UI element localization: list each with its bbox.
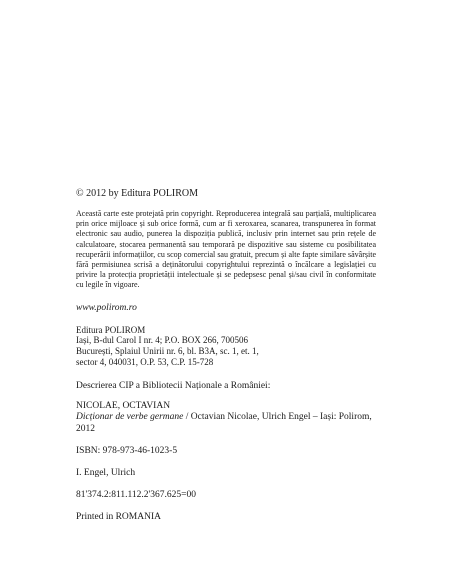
copyright-line: © 2012 by Editura POLIROM [76,188,199,199]
cip-heading: Descrierea CIP a Bibliotecii Naționale a României: [76,380,271,391]
publisher-name: Editura POLIROM [76,324,146,335]
copyright-page [76,188,376,533]
cip-classification: 81'374.2:811.112.2'367.625=00 [76,490,196,501]
cip-author: NICOLAE, OCTAVIAN [76,400,171,411]
isbn: ISBN: 978-973-46-1023-5 [76,446,178,457]
address-iasi: Iași, B-dul Carol I nr. 4; P.O. BOX 266, 700506 [76,335,248,346]
cip-book-details: / Octavian Nicolae, Ulrich Engel – Iași: Polirom, 2012 [76,412,372,434]
address-bucuresti-line2: sector 4, 040031, O.P. 53, C.P. 15-728 [76,357,214,368]
cip-coauthor: I. Engel, Ulrich [76,468,136,479]
cip-title-line [76,412,376,435]
publisher-website: www.polirom.ro [76,302,137,313]
cip-book-title: Dicționar de verbe germane [76,412,184,423]
cip-entry [76,401,376,436]
copyright-notice: Această carte este protejată prin copyright. Reproducerea integrală sau parțială, multiplicarea prin orice mijloace și sub orice formă, cum ar fi xeroxarea, scanarea, transpunerea în format electronic sau audio, punerea la dispoziția publică, inclusiv prin internet sau prin rețele de calculatoare, stocarea permanentă sau temporară pe dispozitive sau sisteme cu posibilitatea recuperării informațiilor, cu scop comercial sau gratuit, precum și alte fapte similare săvârșite fără permisiunea scrisă a deținătorului copyrightului reprezintă o încălcare a legislației cu privire la protecția proprietății intelectuale și se pedepsesc penal și/sau civil în conformitate cu legile în vigoare. [76,209,376,290]
address-bucuresti-line1: București, Splaiul Unirii nr. 6, bl. B3A, sc. 1, et. 1, [76,346,259,357]
printed-in: Printed in ROMANIA [76,512,161,523]
publisher-address-block [76,325,376,368]
